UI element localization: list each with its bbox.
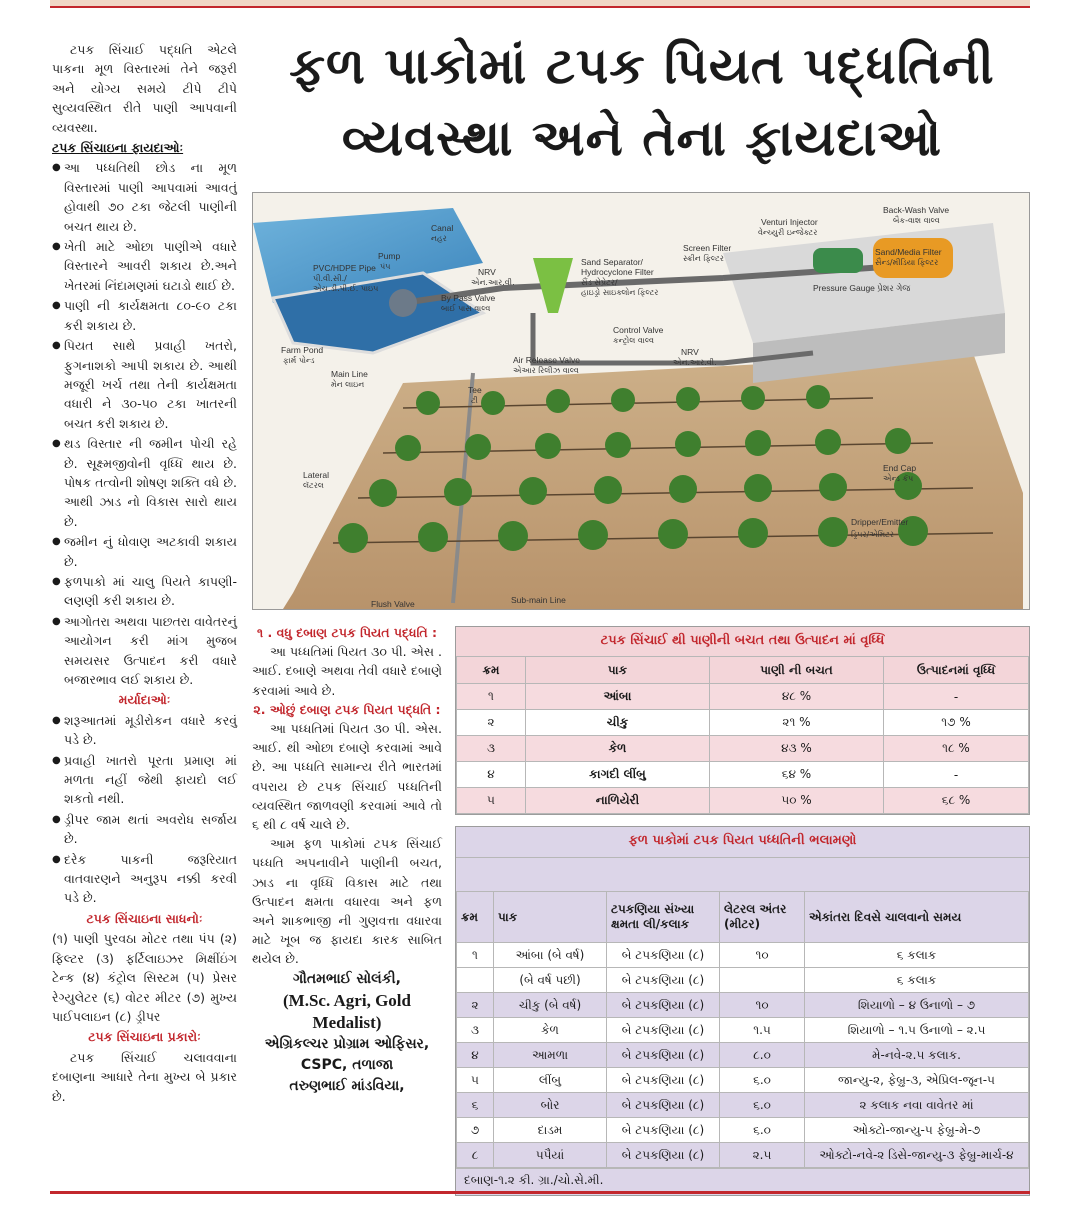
label-tee: Tee (468, 385, 482, 395)
cell-run-time: ૬ કલાક (805, 968, 1029, 993)
list-item: ● પાણી ની કાર્યક્ષમતા ૮૦-૯૦ ટકા કરી શકાય છે. (52, 296, 237, 335)
cell-no (457, 968, 494, 993)
cell-crop: (બે વર્ષ પછી) (494, 968, 607, 993)
types-heading: ટપક સિંચાઇના પ્રકારોઃ (88, 1029, 201, 1045)
label-nrv-gu: એન.આર.વી. (471, 278, 515, 287)
table-row (457, 968, 1029, 993)
benefits-heading: ટપક સિંચાઇના ફાયદાઓઃ (52, 140, 184, 156)
label-pump-gu: પંપ (380, 262, 391, 271)
label-nrv2: NRV (681, 347, 699, 357)
cell-no: ૩ (457, 736, 526, 762)
list-item: ● ફળપાકો માં ચાલુ પિયતે કાપણી-લણણી કરી શકાય છે. (52, 572, 237, 611)
types-paragraph: ટપક સિંચાઈ ચલાવવાના દબાણના આધારે તેના મુખ્ય બે પ્રકાર છે. (52, 1049, 237, 1104)
cell-run-time: શિયાળો – ૪ ઉનાળો – ૭ (805, 993, 1029, 1018)
list-item: ● ખેતી માટે ઓછા પાણીએ વધારે વિસ્તારને આવરી શકાય છે.અને ખેતરમાં નિંદામણમાં ઘટાડો થાઈ છે. (52, 237, 237, 295)
limits-list (52, 711, 237, 908)
cell-no: ૧ (457, 943, 494, 968)
author-role: એગ્રિકલ્ચર પ્રોગ્રામ ઓફિસર, CSPC, તળાજા (264, 1035, 430, 1073)
table-row (457, 684, 1029, 710)
column-header: ઉત્પાદનમાં વૃધ્ધિ (884, 657, 1029, 684)
label-lateral-gu: લૅટરલ (303, 481, 324, 490)
cell-yield-increase: ૬૮ % (884, 788, 1029, 814)
cell-run-time: ૨ કલાક નવા વાવેતર માં (805, 1093, 1029, 1118)
label-endcap-gu: એન્ડ કૅપ (883, 474, 914, 483)
type2-heading: ૨. ઓછું દબાણ ટપક પિયત પદ્ધતિ : (253, 701, 441, 717)
table-row (457, 1018, 1029, 1043)
label-backwash-gu: બૈક-વાશ વાલ્વ (893, 216, 940, 225)
cell-no: ૪ (457, 762, 526, 788)
cell-yield-increase: ૧૭ % (884, 710, 1029, 736)
cell-drippers: બે ટપકણિયા (૮) (607, 993, 720, 1018)
label-hydro: Hydrocyclone Filter (581, 267, 654, 277)
cell-drippers: બે ટપકણિયા (૮) (607, 943, 720, 968)
cell-yield-increase: ૧૮ % (884, 736, 1029, 762)
cell-crop: આમળા (494, 1043, 607, 1068)
label-farmpond: Farm Pond (281, 345, 324, 355)
title-line-2: વ્યવસ્થા અને તેના ફાયદાઓ (341, 109, 943, 167)
cell-crop: કેળ (526, 736, 710, 762)
table-row (457, 1043, 1029, 1068)
cell-crop: કાગદી લીંબુ (526, 762, 710, 788)
table-row (457, 710, 1029, 736)
cell-run-time: ૬ કલાક (805, 943, 1029, 968)
cell-run-time: મે-નવે-૨.૫ કલાક. (805, 1043, 1029, 1068)
cell-crop: લીંબુ (494, 1068, 607, 1093)
label-farmpond-gu: ફાર્મ પોન્ડ (283, 356, 315, 365)
left-column (52, 40, 237, 1106)
label-lateral: Lateral (303, 470, 329, 480)
label-pipe: PVC/HDPE Pipe (313, 263, 376, 273)
cell-no: ૪ (457, 1043, 494, 1068)
cell-no: ૫ (457, 1068, 494, 1093)
label-pump: Pump (378, 251, 401, 261)
label-pipe-gu2: એચ.ડી.પી.ઈ. પાઇપ (313, 284, 379, 293)
cell-lateral-spacing: ૬.૦ (720, 1068, 805, 1093)
cell-crop: કેળ (494, 1018, 607, 1043)
cell-drippers: બે ટપકણિયા (૮) (607, 1018, 720, 1043)
label-nrv: NRV (478, 267, 496, 277)
table-footer: દબાણ-૧.૨ કી. ગ્રા./ચો.સે.મી. (456, 1168, 1029, 1195)
column-header: ક્રમ (457, 657, 526, 684)
cell-no: ૧ (457, 684, 526, 710)
label-venturi-gu: વેન્ચ્યુરી ઇન્જેક્ટર (758, 228, 818, 237)
cell-water-saving: ૪૩ % (710, 736, 884, 762)
table-row (457, 1118, 1029, 1143)
list-item: ● જમીન નું ધોવાણ અટકાવી શકાય છે. (52, 532, 237, 571)
type1-heading: ૧ . વધુ દબાણ ટપક પિયત પદ્ધતિ : (257, 625, 437, 640)
coauthor-name: તરુણભાઈ માંડવિયા, (289, 1077, 405, 1094)
table-row (457, 1093, 1029, 1118)
column-header: પાક (526, 657, 710, 684)
type2-paragraph: આ પધ્ધતિમાં પિયત ૩૦ પી. એસ. આઈ. થી ઓછા દબાણે કરવામાં આવે છે. આ પધ્ધતિ સામાન્ય રીતે ભારતમાં વપરાય છે ટપક સિંચાઈ પધ્ધતિની વ્યવસ્થિત જાળવણી કરવામાં આવે તો ૬ થી ૮ વર્ષ ચાલે છે. (252, 721, 442, 833)
label-backwash: Back-Wash Valve (883, 205, 950, 215)
table-row (457, 788, 1029, 814)
column-header: એકાંતરા દિવસે ચાલવાનો સમય (805, 892, 1029, 943)
label-control-gu: કન્ટ્રોલ વાલ્વ (613, 336, 654, 345)
label-canal-gu: નહર (431, 234, 447, 243)
cell-no: ૬ (457, 1093, 494, 1118)
cell-crop: ચીકુ (526, 710, 710, 736)
cell-no: ૩ (457, 1018, 494, 1043)
cell-lateral-spacing: ૬.૦ (720, 1093, 805, 1118)
cell-drippers: બે ટપકણિયા (૮) (607, 1043, 720, 1068)
table-caption: ફળ પાકોમાં ટપક પિયત પધ્ધતિની ભલામણો (628, 833, 857, 848)
label-endcap: End Cap (883, 463, 917, 473)
cell-drippers: બે ટપકણિયા (૮) (607, 1093, 720, 1118)
cell-crop: બોર (494, 1093, 607, 1118)
diagram-svg (253, 193, 1029, 609)
cell-yield-increase: - (884, 762, 1029, 788)
label-canal: Canal (431, 223, 454, 233)
column-header: ટપકણિયા સંખ્યા ક્ષમતા લી/કલાક (607, 892, 720, 943)
summary-paragraph: આમ ફળ પાકોમાં ટપક સિંચાઈ પધ્ધતિ અપનાવીને પાણીની બચત, ઝાડ ના વૃધ્ધિ વિકાસ માટે તથા ઉત્પાદન ક્ષમતા વધારવા અને ફળ અને શાકભાજી ની ગુણવત્તા વધારવા માટે ખૂબ જ ફાયદા કારક સાબિત થયેલ છે. (252, 836, 442, 967)
table-caption: ટપક સિંચાઈ થી પાણીની બચત તથા ઉત્પાદન માં વૃધ્ધિ (600, 633, 885, 648)
cell-water-saving: ૫૦ % (710, 788, 884, 814)
list-item: ● આગોતરા અથવા પાછતરા વાવેતરનું આયોગન કરી માંગ મુજબ સમયસર ઉત્પાદન કરી વધારે બજારભાવ લઈ શકાય છે. (52, 612, 237, 690)
label-mainline-gu: મેન લાઇન (331, 380, 365, 389)
label-bypass-gu: બાઈ પાસ વાલ્વ (441, 304, 491, 313)
list-item: ● દરેક પાકની જરૂરિયાત વાતવારણને અનુરૂપ નક્કી કરવી પડે છે. (52, 850, 237, 908)
cell-run-time: ઓક્ટો-નવે-૨ ડિસે-જાન્યુ-૩ ફેબ્રુ-માર્ચ-૪ (805, 1143, 1029, 1168)
cell-lateral-spacing: ૧૦ (720, 993, 805, 1018)
cell-water-saving: ૨૧ % (710, 710, 884, 736)
cell-lateral-spacing: ૧.૫ (720, 1018, 805, 1043)
water-saving-table (455, 626, 1030, 815)
intro-paragraph: ટપક સિંચાઈ પદ્ધતિ એટલે પાકના મૂળ વિસ્તારમાં તેને જરૂરી અને યોગ્ય સમયે ટીપે ટીપે સુવ્યવસ્થિત રીતે પાણી આપવાની વ્યવસ્થા. (52, 42, 237, 135)
drip-system-diagram (252, 192, 1030, 610)
label-sandsep-gu: સૈંડ સેપ્રેટર/ (581, 278, 618, 287)
label-dripper: Dripper/Emitter (851, 517, 909, 527)
label-airrelease-gu: એઆર રિલીઝ વાલ્વ (513, 366, 579, 375)
label-screen: Screen Filter (683, 243, 732, 253)
cell-no: ૭ (457, 1118, 494, 1143)
author-name: ગૌતમભાઈ સોલંકી, (293, 970, 401, 987)
cell-drippers: બે ટપકણિયા (૮) (607, 1068, 720, 1093)
type1-paragraph: આ પધ્ધતિમાં પિયત ૩૦ પી. એસ . આઈ. દબાણે અથવા તેવી વધારે દબાણે કરવામાં આવે છે. (252, 644, 442, 698)
page-title (252, 30, 1032, 174)
cell-crop: દાડમ (494, 1118, 607, 1143)
cell-crop: આંબા (બે વર્ષ) (494, 943, 607, 968)
recommendation-table (455, 826, 1030, 1196)
screen-filter (813, 248, 863, 273)
list-item: ● આ પધ્ધતિથી છોડ ના મૂળ વિસ્તારમાં પાણી આપવામાં આવતું હોવાથી ૭૦ ટકા જેટલી પાણીની બચત થાય છે. (52, 158, 237, 236)
list-item: ● ડ્રીપર જામ થતાં અવરોધ સર્જાય છે. (52, 810, 237, 849)
cell-water-saving: ૬૪ % (710, 762, 884, 788)
top-band (50, 0, 1030, 8)
list-item: ● શરૂઆતમાં મૂડીરોકન વધારે કરવું પડે છે. (52, 711, 237, 750)
tools-heading: ટપક સિંચાઇના સાધનોઃ (86, 910, 203, 926)
cell-drippers: બે ટપકણિયા (૮) (607, 968, 720, 993)
cell-run-time: જાન્યુ-૨, ફેબ્રુ-૩, એપ્રિલ-જૂન-૫ (805, 1068, 1029, 1093)
list-item: ● પિયત સાથે પ્રવાહી ખતરો, ફુગનાશકો આપી શકાય છે. આથી મજૂરી ખર્ચ તથા તેની કાર્યક્ષમતા વધારી ને ૩૦-૫૦ ટકા ખાતરની બચત કરી શકાય છે. (52, 336, 237, 433)
table-row (457, 736, 1029, 762)
label-control: Control Valve (613, 325, 664, 335)
label-sandmedia-gu: સૈન્ડ/મીડિયા ફિલ્ટર (875, 258, 939, 267)
list-item: ● થડ વિસ્તાર ની જમીન પોચી રહે છે. સૂક્ષ્મજીવોની વૃધ્ધિ થાય છે. પોષક તત્વોની શોષણ શક્તિ વધે છે. આથી ઝાડ નો વિકાસ સારો થાય છે. (52, 434, 237, 531)
label-submain: Sub-main Line (511, 595, 566, 605)
table-row (457, 943, 1029, 968)
pump (389, 289, 417, 317)
label-flush: Flush Valve (371, 599, 415, 609)
label-screen-gu: સ્ક્રીન ફિલ્ટર (683, 254, 724, 263)
cell-crop: પપૈયાં (494, 1143, 607, 1168)
label-pressure: Pressure Gauge પ્રેશર ગેજ (813, 283, 911, 293)
limits-heading: મર્યાદાઓઃ (118, 692, 171, 708)
cell-lateral-spacing: ૬.૦ (720, 1118, 805, 1143)
bottom-rule (50, 1191, 1030, 1194)
cell-crop: નાળિયેરી (526, 788, 710, 814)
column-header: પાણી ની બચત (710, 657, 884, 684)
cell-no: ૫ (457, 788, 526, 814)
label-hydro-gu: હાઇડ્રો સાઇક્લોન ફિલ્ટર (581, 288, 659, 297)
table-row (457, 1068, 1029, 1093)
cell-no: ૮ (457, 1143, 494, 1168)
author-degree: (M.Sc. Agri, Gold Medalist) (283, 990, 411, 1032)
column-header: ક્રમ (457, 892, 494, 943)
benefits-list (52, 158, 237, 689)
cell-lateral-spacing: ૮.૦ (720, 1043, 805, 1068)
cell-lateral-spacing: ૨.૫ (720, 1143, 805, 1168)
table-row (457, 993, 1029, 1018)
label-airrelease: Air Release Valve (513, 355, 580, 365)
cell-drippers: બે ટપકણિયા (૮) (607, 1118, 720, 1143)
label-nrv2-gu: એન.આર.વી. (673, 358, 717, 367)
cell-drippers: બે ટપકણિયા (૮) (607, 1143, 720, 1168)
label-dripper-gu: ડ્રિપર/એમિટર (851, 530, 894, 539)
column-header: લેટરલ અંતર (મીટર) (720, 892, 805, 943)
label-sandmedia: Sand/Media Filter (875, 247, 942, 257)
cell-run-time: ઓક્ટો-જાન્યુ-૫ ફેબ્રુ-મે-૭ (805, 1118, 1029, 1143)
column-header: પાક (494, 892, 607, 943)
title-line-1: ફળ પાકોમાં ટપક પિયત પદ્ધતિની (289, 37, 995, 95)
label-sandsep: Sand Separator/ (581, 257, 643, 267)
middle-column (252, 623, 442, 1097)
cell-crop: ચીકુ (બે વર્ષ) (494, 993, 607, 1018)
cell-yield-increase: - (884, 684, 1029, 710)
tools-paragraph: (૧) પાણી પુરવઠા મોટર તથા પંપ (૨) ફિલ્ટર (૩) ફર્ટિલાઇઝર મિક્ષીંઇંગ ટેન્ક (૪) કંટ્રોલ સિસ્ટમ (૫) પ્રેસર રેગ્યુલેટર (૬) વોટર મીટર (૭) મુખ્ય પાઈપલાઇન (૮) ડ્રીપર (52, 931, 237, 1024)
list-item: ● પ્રવાહી ખાતરો પૂરતા પ્રમાણ માં મળતા નહીં જેથી ફાયદો લઈ શકતો નથી. (52, 751, 237, 809)
label-venturi: Venturi Injector (761, 217, 818, 227)
cell-water-saving: ૪૮ % (710, 684, 884, 710)
cell-crop: આંબા (526, 684, 710, 710)
cell-lateral-spacing: ૧૦ (720, 943, 805, 968)
label-bypass: By Pass Valve (441, 293, 496, 303)
cell-no: ૨ (457, 710, 526, 736)
label-mainline: Main Line (331, 369, 368, 379)
label-pipe-gu1: પી.વી.સી./ (313, 274, 347, 283)
table-row (457, 762, 1029, 788)
table-row (457, 1143, 1029, 1168)
cell-lateral-spacing (720, 968, 805, 993)
cell-no: ૨ (457, 993, 494, 1018)
label-tee-gu: ટી (471, 396, 478, 405)
cell-run-time: શિયાળો – ૧.૫ ઉનાળો – ૨.૫ (805, 1018, 1029, 1043)
